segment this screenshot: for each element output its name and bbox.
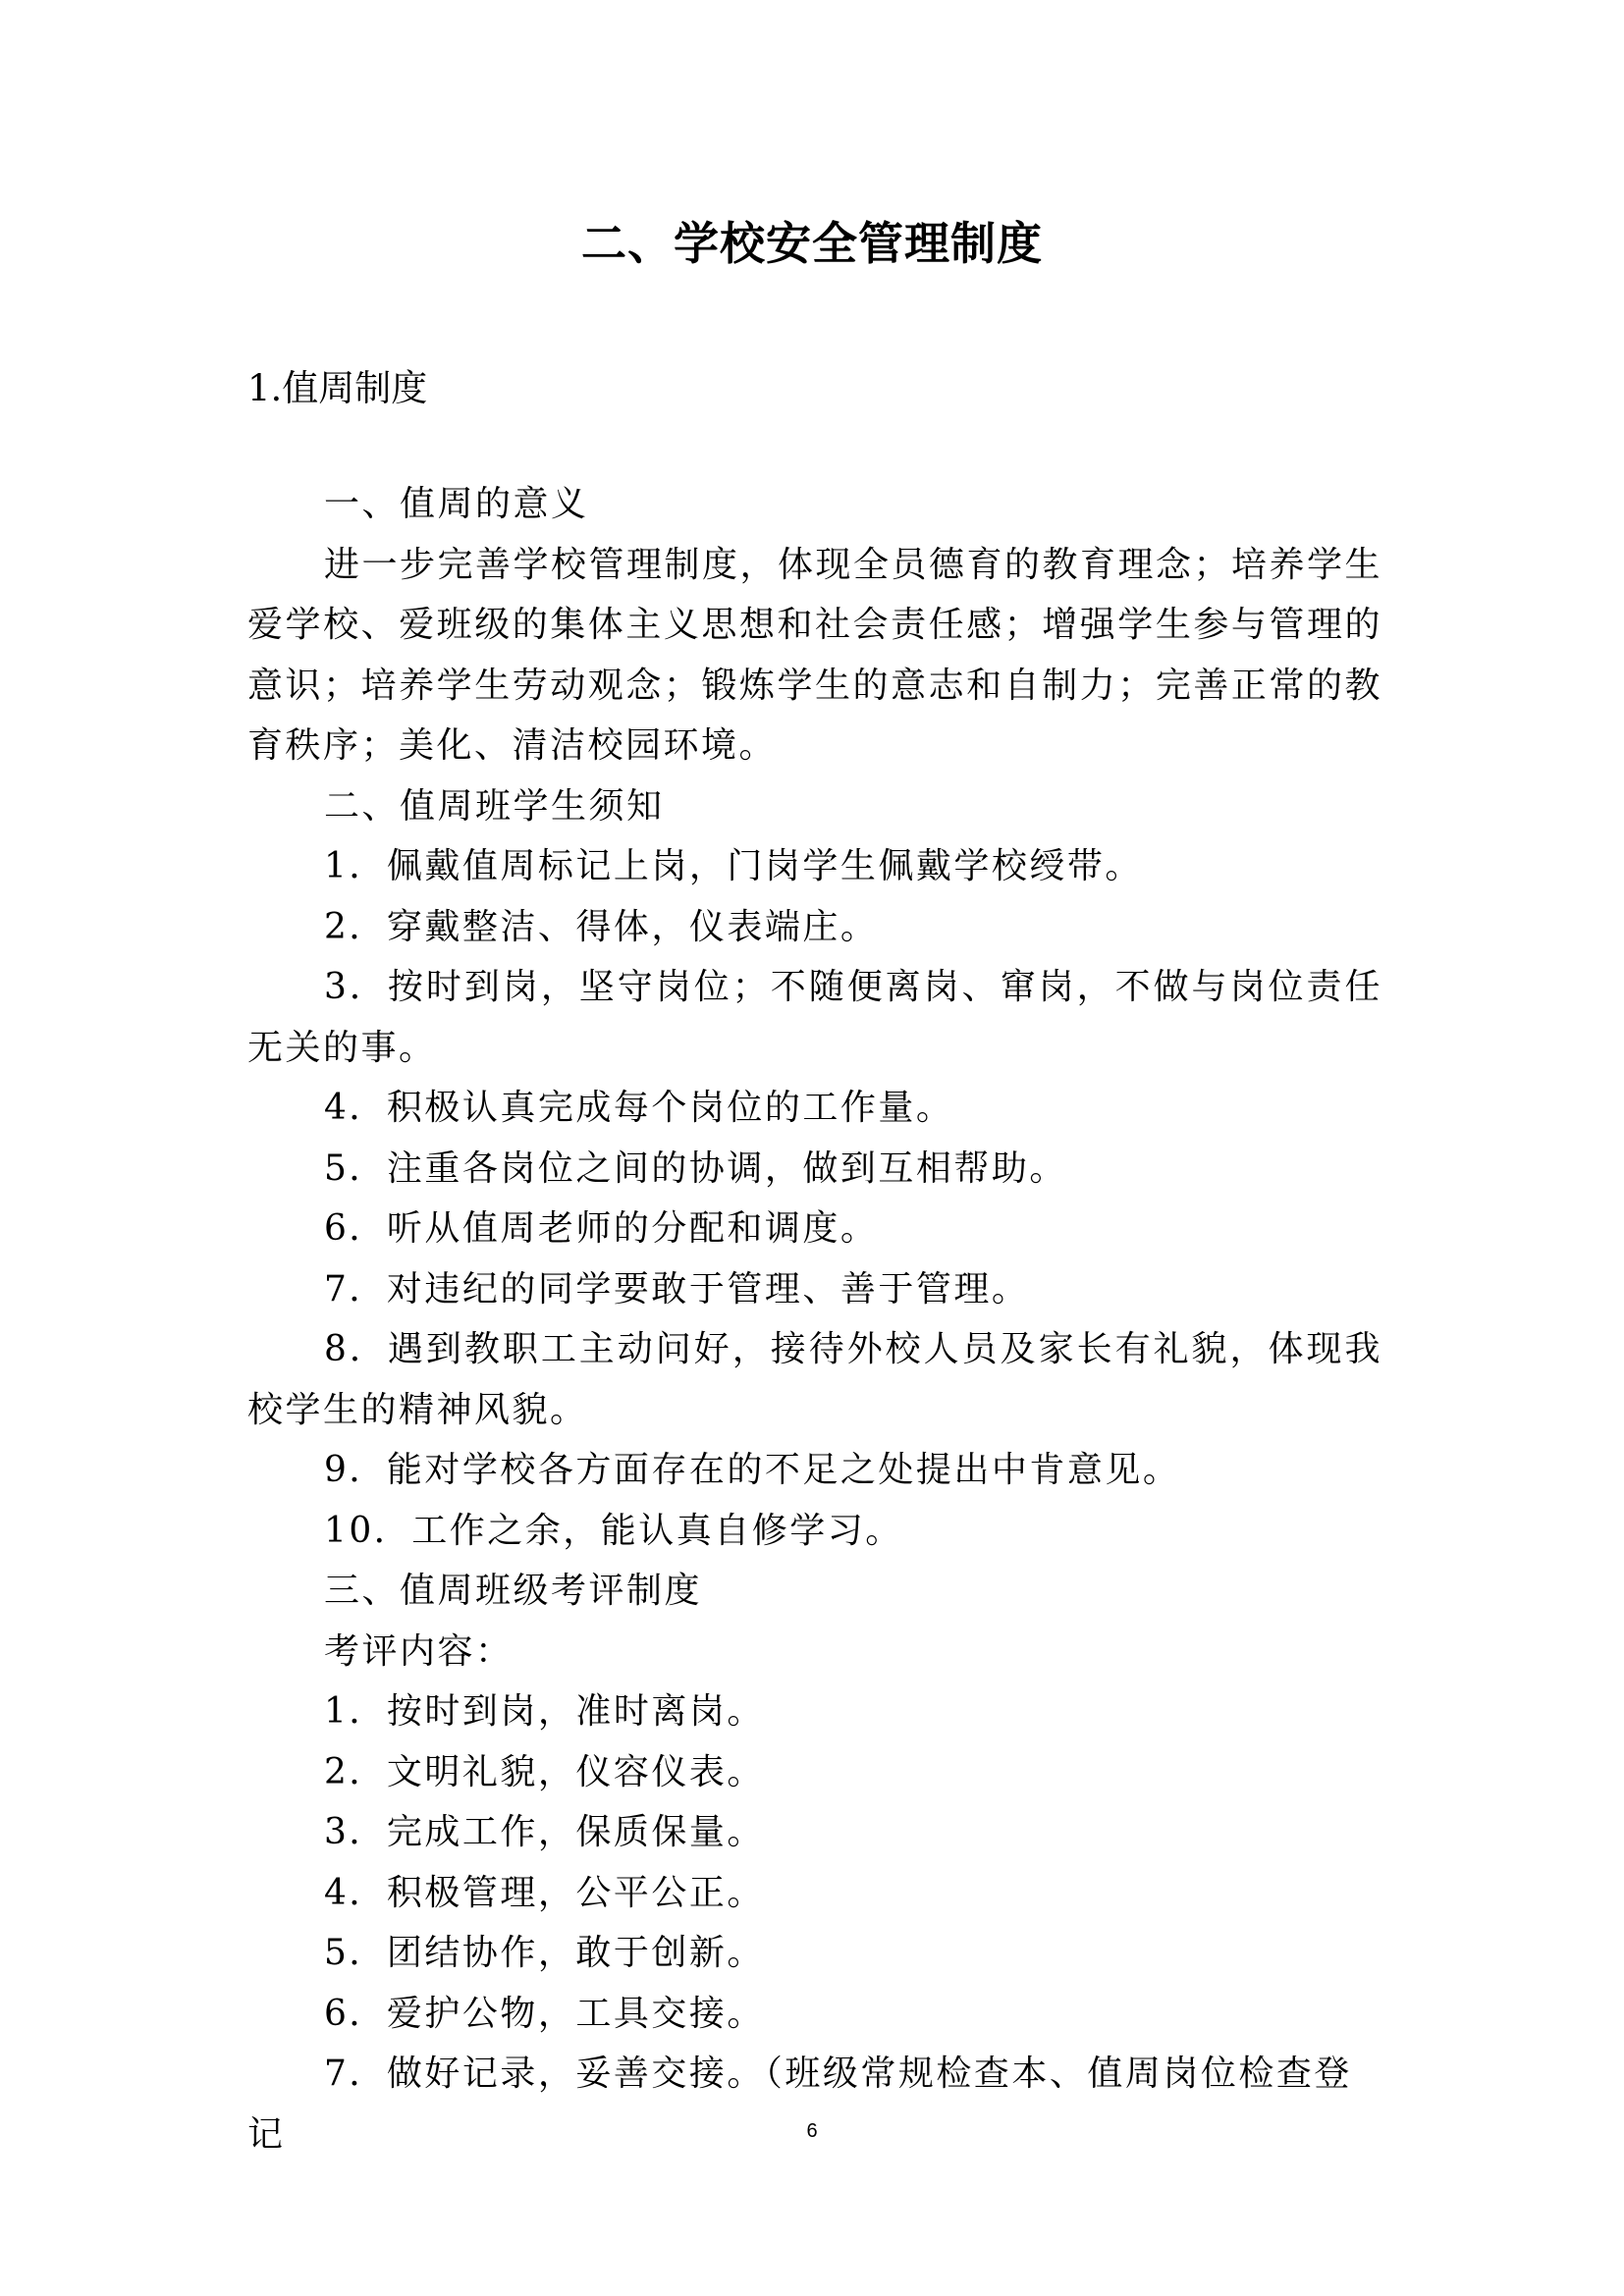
subheading-evaluation: 三、值周班级考评制度 <box>324 1571 703 1611</box>
list-item: 3．完成工作，保质保量。 <box>324 1812 765 1852</box>
list-item: 5．注重各岗位之间的协调，做到互相帮助。 <box>324 1148 1067 1189</box>
list-item: 9．能对学校各方面存在的不足之处提出中肯意见。 <box>324 1450 1181 1490</box>
list-item: 4．积极认真完成每个岗位的工作量。 <box>324 1088 954 1128</box>
document-body <box>247 474 1382 2164</box>
list-item: 6．听从值周老师的分配和调度。 <box>324 1208 879 1249</box>
list-item: 1．佩戴值周标记上岗，门岗学生佩戴学校绶带。 <box>324 846 1143 886</box>
list-item: 4．积极管理，公平公正。 <box>324 1872 765 1913</box>
list-item: 6．爱护公物，工具交接。 <box>324 1993 765 2034</box>
list-item: 2．穿戴整洁、得体，仪表端庄。 <box>324 906 879 947</box>
list-item: 2．文明礼貌，仪容仪表。 <box>324 1751 765 1792</box>
list-item: 7．对违纪的同学要敢于管理、善于管理。 <box>324 1268 1030 1309</box>
list-item: 3．按时到岗，坚守岗位；不随便离岗、窜岗，不做与岗位责任无关的事。 <box>247 967 1382 1068</box>
list-item: 5．团结协作，敢于创新。 <box>324 1933 765 1973</box>
subheading-significance: 一、值周的意义 <box>324 484 589 524</box>
subheading-student-notice: 二、值周班学生须知 <box>324 785 665 827</box>
page-number: 6 <box>806 2120 818 2142</box>
list-item: 10．工作之余，能认真自修学习。 <box>324 1510 903 1551</box>
list-item: 1．按时到岗，准时离岗。 <box>324 1691 765 1732</box>
section-heading: 1.值周制度 <box>247 367 428 409</box>
list-item: 8．遇到教职工主动问好，接待外校人员及家长有礼貌，体现我校学生的精神风貌。 <box>247 1329 1382 1430</box>
paragraph-significance: 进一步完善学校管理制度，体现全员德育的教育理念；培养学生爱学校、爱班级的集体主义思想和社会责任感；增强学生参与管理的意识；培养学生劳动观念；锻炼学生的意志和自制力；完善正常的教育秩序；美化、清洁校园环境。 <box>247 544 1383 766</box>
page-title: 二、学校安全管理制度 <box>581 217 1043 270</box>
evaluation-label: 考评内容： <box>324 1630 514 1672</box>
list-item: 7．做好记录，妥善交接。（班级常规检查本、值周岗位检查登记 <box>247 2054 1352 2155</box>
